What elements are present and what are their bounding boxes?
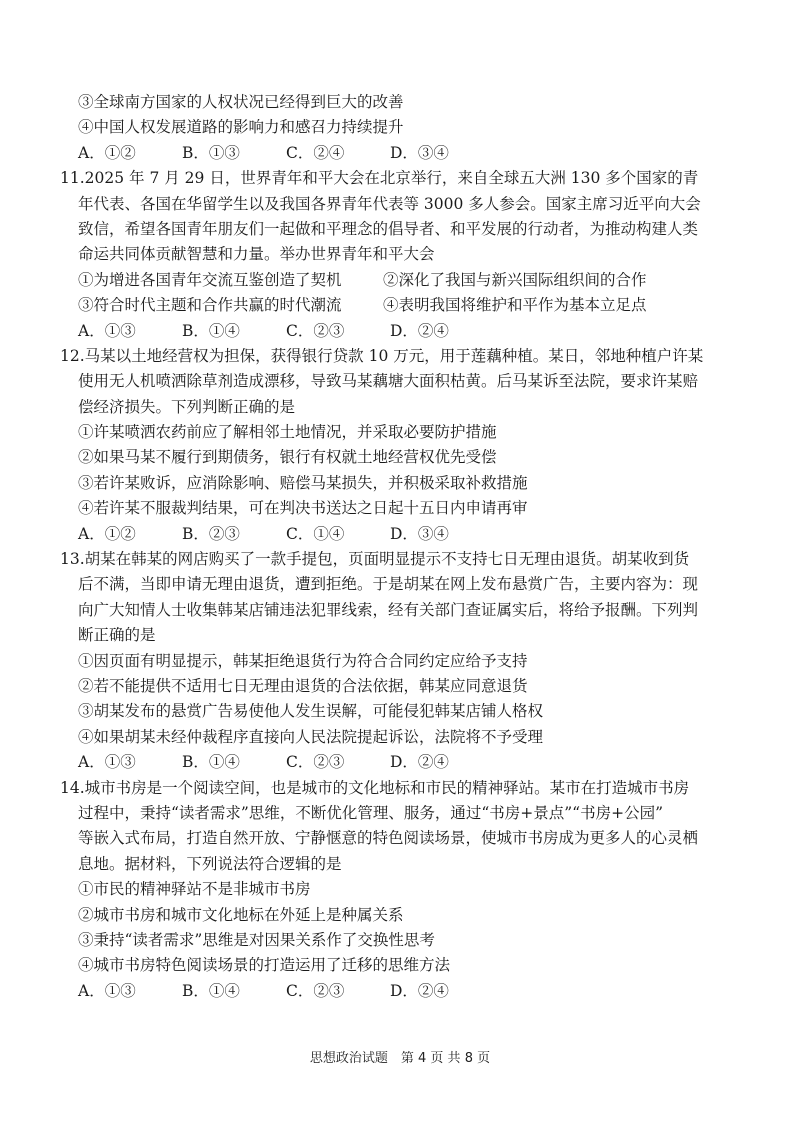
q11-stem-line: 致信，希望各国青年朋友们一起做和平理念的倡导者、和平发展的行动者，为推动构建人类 bbox=[78, 219, 699, 238]
q12-answer-b: B．②③ bbox=[182, 524, 240, 543]
q10-answer-a: A．①② bbox=[78, 143, 136, 162]
q11-answers bbox=[78, 319, 728, 344]
q12-option-1: ①许某喷洒农药前应了解相邻土地情况，并采取必要防护措施 bbox=[78, 423, 497, 442]
q13-option-3: ③胡某发布的悬赏广告易使他人发生误解，可能侵犯韩某店铺人格权 bbox=[78, 702, 544, 721]
q10-option-4: ④中国人权发展道路的影响力和感召力持续提升 bbox=[78, 118, 404, 137]
q13-answer-d: D．②④ bbox=[390, 753, 449, 772]
q14-answer-b: B．①④ bbox=[182, 981, 240, 1000]
q11-answer-b: B．①④ bbox=[182, 321, 240, 340]
q13-answer-c: C．②③ bbox=[286, 753, 345, 772]
q13-stem-line: 向广大知情人士收集韩某店铺违法犯罪线索，经有关部门查证属实后，将给予报酬。下列判 bbox=[78, 600, 699, 619]
page-footer: 思想政治试题 第 4 页 共 8 页 bbox=[309, 1051, 491, 1066]
question-13 bbox=[60, 547, 728, 776]
q13-stem-line: 13.胡某在韩某的网店购买了一款手提包，页面明显提示不支持七日无理由退货。胡某收到货 bbox=[60, 550, 690, 569]
q11-option-2: ②深化了我国与新兴国际组织间的合作 bbox=[383, 270, 647, 289]
q10-answer-c: C．②④ bbox=[286, 143, 345, 162]
q12-stem-line: 12.马某以土地经营权为担保，获得银行贷款 10 万元，用于莲藕种植。某日，邻地种植户许某 bbox=[60, 346, 704, 365]
q14-answer-c: C．②③ bbox=[286, 981, 345, 1000]
q11-answer-d: D．②④ bbox=[390, 321, 449, 340]
q10-answer-d: D．③④ bbox=[390, 143, 449, 162]
q12-option-2: ②如果马某不履行到期债务，银行有权就土地经营权优先受偿 bbox=[78, 448, 497, 467]
q11-answer-c: C．②③ bbox=[286, 321, 345, 340]
q11-option-3: ③符合时代主题和合作共赢的时代潮流 bbox=[78, 296, 342, 315]
q14-answer-d: D．②④ bbox=[390, 981, 449, 1000]
q12-stem-line: 使用无人机喷洒除草剂造成漂移，导致马某藕塘大面积枯黄。后马某诉至法院，要求许某赔 bbox=[78, 372, 699, 391]
q12-option-4: ④若许某不服裁判结果，可在判决书送达之日起十五日内申请再审 bbox=[78, 499, 528, 518]
q12-stem-line: 偿经济损失。下列判断正确的是 bbox=[78, 397, 296, 416]
q11-option-4: ④表明我国将维护和平作为基本立足点 bbox=[383, 296, 647, 315]
question-11 bbox=[60, 166, 728, 344]
q11-stem-line: 命运共同体贡献智慧和力量。举办世界青年和平大会 bbox=[78, 245, 435, 264]
q13-answer-a: A．①③ bbox=[78, 753, 136, 772]
q14-option-2: ②城市书房和城市文化地标在外延上是种属关系 bbox=[78, 905, 404, 924]
q11-options-row-1 bbox=[78, 268, 728, 293]
q13-option-1: ①因页面有明显提示，韩某拒绝退货行为符合合同约定应给予支持 bbox=[78, 651, 528, 670]
q11-stem-line: 年代表、各国在华留学生以及我国各界青年代表等 3000 多人参会。国家主席习近平向大会 bbox=[78, 194, 701, 213]
q14-option-1: ①市民的精神驿站不是非城市书房 bbox=[78, 880, 311, 899]
q11-answer-a: A．①③ bbox=[78, 321, 136, 340]
q13-stem-line: 断正确的是 bbox=[78, 626, 156, 645]
q14-option-4: ④城市书房特色阅读场景的打造运用了迁移的思维方法 bbox=[78, 956, 451, 975]
q14-stem-line: 等嵌入式布局，打造自然开放、宁静惬意的特色阅读场景，使城市书房成为更多人的心灵栖 bbox=[78, 829, 699, 848]
question-12 bbox=[60, 344, 728, 547]
q10-answer-b: B．①③ bbox=[182, 143, 240, 162]
q12-answer-d: D．③④ bbox=[390, 524, 449, 543]
q13-option-4: ④如果胡某未经仲裁程序直接向人民法院提起诉讼，法院将不予受理 bbox=[78, 727, 544, 746]
q14-stem-line: 息地。据材料，下列说法符合逻辑的是 bbox=[78, 854, 342, 873]
q12-option-3: ③若许某败诉，应消除影响、赔偿马某损失，并积极采取补救措施 bbox=[78, 473, 528, 492]
q10-answers bbox=[78, 141, 728, 166]
exam-page bbox=[60, 90, 728, 1004]
q13-option-2: ②若不能提供不适用七日无理由退货的合法依据，韩某应同意退货 bbox=[78, 676, 528, 695]
q13-answer-b: B．①④ bbox=[182, 753, 240, 772]
question-10-tail bbox=[78, 90, 728, 166]
q11-stem-line: 11.2025 年 7 月 29 日，世界青年和平大会在北京举行，来自全球五大洲 130 多个国家的青 bbox=[60, 169, 699, 188]
q14-answers bbox=[78, 979, 728, 1004]
q12-answer-c: C．①④ bbox=[286, 524, 345, 543]
q11-option-1: ①为增进各国青年交流互鉴创造了契机 bbox=[78, 270, 342, 289]
q12-answers bbox=[78, 522, 728, 547]
q14-option-3: ③秉持“读者需求”思维是对因果关系作了交换性思考 bbox=[78, 930, 435, 949]
q14-stem-line: 过程中，秉持“读者需求”思维，不断优化管理、服务，通过“书房+景点”“书房+公园” bbox=[78, 803, 664, 822]
q10-option-3: ③全球南方国家的人权状况已经得到巨大的改善 bbox=[78, 93, 404, 111]
q14-answer-a: A．①③ bbox=[78, 981, 136, 1000]
q12-answer-a: A．①② bbox=[78, 524, 136, 543]
question-14 bbox=[60, 776, 728, 1005]
q11-options-row-2 bbox=[78, 293, 728, 318]
q14-stem-line: 14.城市书房是一个阅读空间，也是城市的文化地标和市民的精神驿站。某市在打造城市书房 bbox=[60, 778, 690, 797]
q13-stem-line: 后不满，当即申请无理由退货，遭到拒绝。于是胡某在网上发布悬赏广告，主要内容为：现 bbox=[78, 575, 699, 594]
q13-answers bbox=[78, 750, 728, 775]
